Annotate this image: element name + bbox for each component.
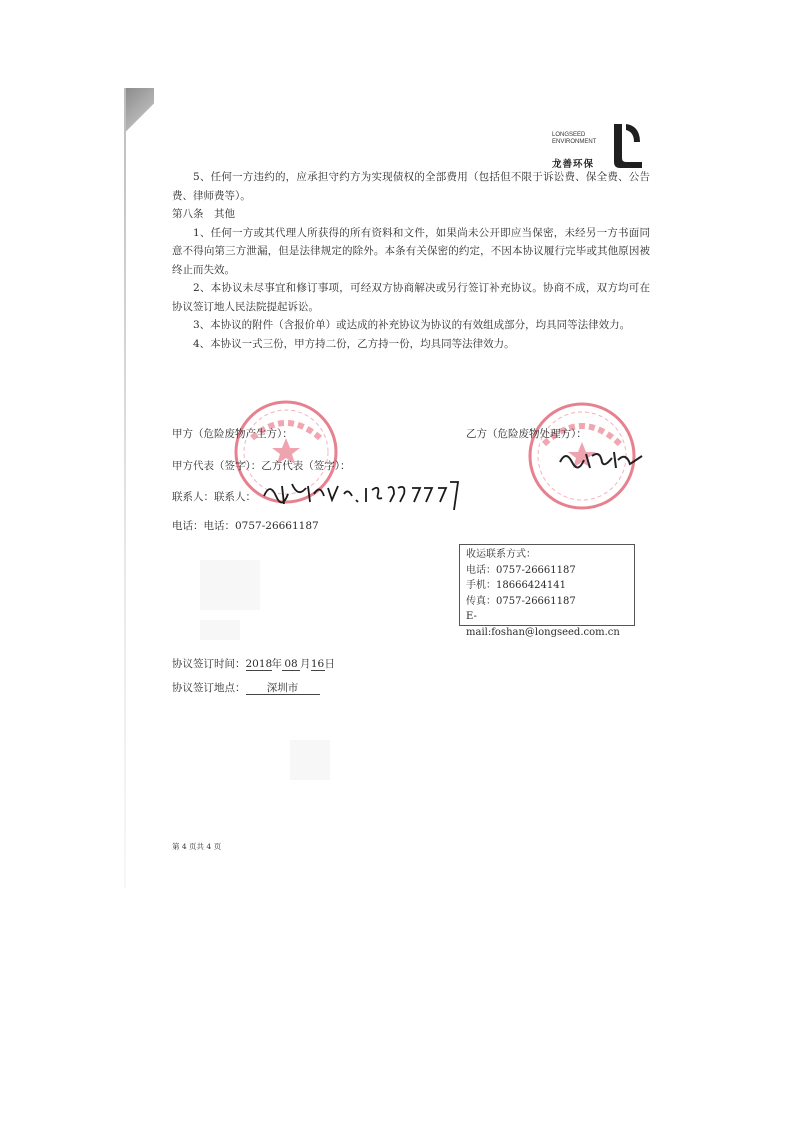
page-footer: 第 4 页共 4 页 — [172, 842, 222, 851]
signing-day-unit: 日 — [324, 658, 335, 670]
signing-time-label: 协议签订时间： — [172, 658, 246, 670]
clause-5: 5、任何一方违约的，应承担守约方为实现债权的全部费用（包括但不限于诉讼费、保全费、公告费、律师费等）。 — [172, 171, 650, 202]
clauses-block — [172, 168, 650, 353]
logo-chinese: 龙善环保 — [552, 159, 595, 170]
signing-place-label: 协议签订地点： — [172, 682, 246, 694]
clause-8-4: 4、本协议一式三份，甲方持二份，乙方持一份，均具同等法律效力。 — [193, 337, 515, 350]
party-b-label: 乙方（危险废物处理方）： — [466, 428, 587, 440]
contact-line: 联系人：联系人： — [172, 491, 256, 503]
signing-place-line — [172, 680, 320, 695]
party-a-label: 甲方（危险废物产生方）： — [172, 428, 293, 440]
scan-artifact — [290, 740, 330, 780]
representatives-line: 甲方代表（签字）：乙方代表（签字）： — [172, 460, 351, 472]
handwritten-contact-signature — [262, 474, 472, 514]
signing-time-line — [172, 656, 335, 671]
signing-month: 08 — [282, 659, 300, 671]
logo-en-line1: LONGSEED — [552, 132, 586, 138]
contact-box-fax: 传真：0757-26661187 — [466, 595, 576, 607]
logo-en-line2: ENVIRONMENT — [552, 139, 597, 145]
signing-year: 2018 — [245, 658, 273, 670]
signing-year-unit: 年 — [271, 658, 282, 670]
contact-box-tel: 电话：0757-26661187 — [466, 564, 576, 576]
signing-month-unit: 月 — [300, 658, 311, 670]
clause-8-2: 2、本协议未尽事宜和修订事项，可经双方协商解决或另行签订补充协议。协商不成，双方均可在协议签订地人民法院提起诉讼。 — [172, 282, 650, 313]
article-8-title: 第八条 其他 — [172, 208, 235, 220]
clause-8-3: 3、本协议的附件（含报价单）或达成的补充协议为协议的有效组成部分，均具同等法律效力。 — [193, 319, 631, 331]
collection-contact-box — [459, 544, 635, 638]
company-logo — [552, 120, 652, 170]
scan-page-edge — [124, 88, 126, 888]
contact-box-title: 收运联系方式： — [466, 549, 536, 560]
scan-artifact — [200, 560, 260, 610]
scan-corner-shadow — [124, 88, 154, 148]
logo-english — [552, 132, 608, 146]
longseed-mark-icon — [610, 122, 644, 168]
scan-artifact — [200, 620, 240, 640]
phone-line: 电话：电话：0757-26661187 — [172, 520, 319, 532]
signing-place: 深圳市 — [246, 683, 320, 695]
contact-box-email: E-mail:foshan@longseed.com.cn — [466, 611, 620, 638]
party-b-handwritten-signature — [556, 446, 646, 474]
contact-box-mobile: 手机：18666424141 — [466, 580, 566, 591]
clause-8-1: 1、任何一方或其代理人所获得的所有资料和文件，如果尚未公开即应当保密，未经另一方书面同意不得向第三方泄漏，但是法律规定的除外。本条有关保密的约定，不因本协议履行完毕或其他原因被终止而失效。 — [172, 226, 650, 276]
signing-day: 16 — [310, 658, 325, 670]
